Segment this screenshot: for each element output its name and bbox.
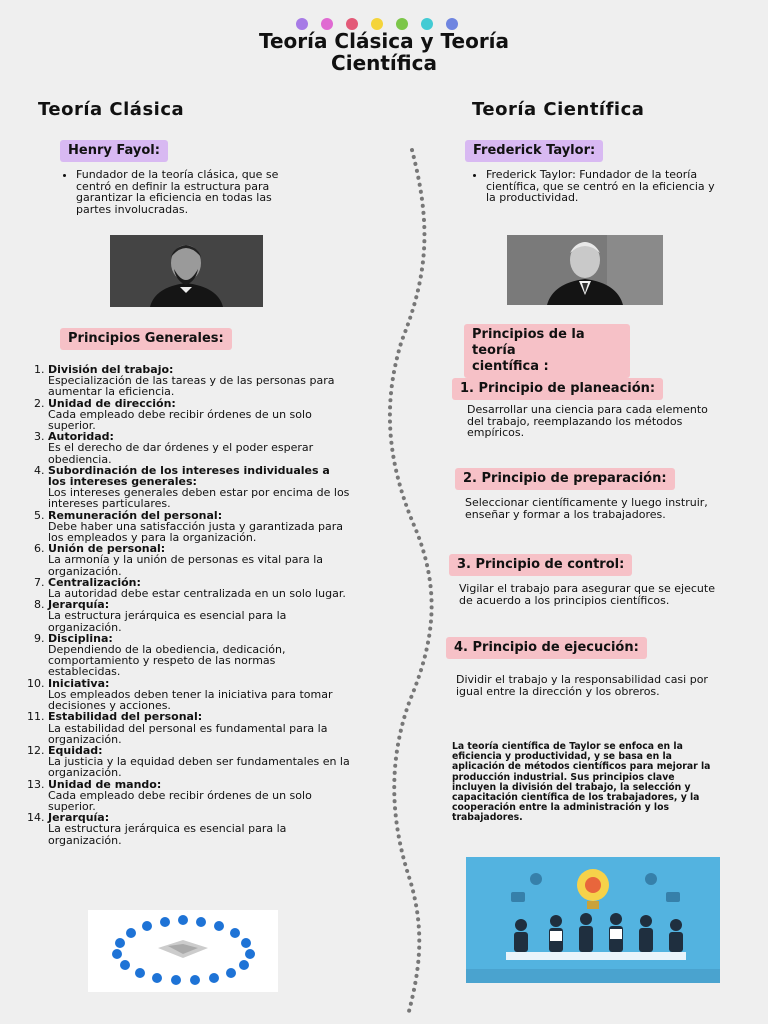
principle-title: 3. Autoridad: — [48, 430, 114, 444]
principle-title: 12. Equidad: — [48, 743, 103, 757]
wavy-divider — [380, 140, 450, 1020]
principle-title: 8. Jerarquía: — [48, 598, 110, 612]
frederick-taylor-label: Frederick Taylor: — [465, 140, 603, 162]
principle-title: 9. Disciplina: — [48, 631, 113, 645]
principle-desc: Cada empleado debe recibir órdenes de un solo superior. — [48, 407, 312, 433]
page-title-line1: Teoría Clásica y Teoría — [258, 29, 510, 53]
principio-preparacion-desc: Seleccionar científicamente y luego instruir, enseñar y formar a los trabajadores. — [465, 496, 708, 521]
principle-desc: Dependiendo de la obediencia, dedicación, comportamiento y respeto de las normas establecidas. — [48, 643, 286, 679]
principle-title: 13. Unidad de mando: — [48, 777, 162, 791]
principle-desc: La estabilidad del personal es fundamental para la organización. — [48, 721, 328, 746]
taylor-description-text: • Frederick Taylor: Fundador de la teoría científica, que se centró en la eficiencia y la productividad. — [486, 169, 720, 204]
left-heading: Teoría Clásica — [38, 99, 185, 120]
principle-item — [48, 599, 350, 633]
principle-title: 2. Unidad de dirección: — [48, 396, 176, 410]
principle-item — [48, 364, 350, 398]
principle-item — [48, 678, 350, 712]
henry-fayol-photo — [110, 235, 263, 307]
principle-title: 10. Iniciativa: — [48, 676, 110, 690]
principle-desc: La estructura jerárquica es esencial para la organización. — [48, 822, 287, 847]
principio-ejecucion-desc: Dividir el trabajo y la responsabilidad casi por igual entre la dirección y los obreros. — [456, 673, 708, 698]
principle-title: 5. Remuneración del personal: — [48, 508, 223, 522]
teamwork-image — [466, 857, 720, 983]
principio-ejecucion-label: 4. Principio de ejecución: — [446, 637, 647, 659]
principios-teoria-cientifica-label — [464, 324, 630, 378]
principio-planeacion-desc: Desarrollar una ciencia para cada elemento del trabajo, reemplazando los métodos empíricos. — [467, 403, 708, 439]
principle-item — [48, 431, 350, 465]
principio-planeacion-label: 1. Principio de planeación: — [452, 378, 663, 400]
principle-desc: La armonía y la unión de personas es vital para la organización. — [48, 553, 324, 578]
principle-title: 7. Centralización: — [48, 575, 141, 589]
right-heading: Teoría Científica — [472, 99, 645, 120]
principio-control-desc: Vigilar el trabajo para asegurar que se ejecute de acuerdo a los principios científicos. — [459, 582, 715, 607]
taylor-description — [470, 169, 720, 204]
principle-item — [48, 398, 350, 432]
principio-preparacion-label: 2. Principio de preparación: — [455, 468, 675, 490]
organization-circle-image — [88, 910, 278, 992]
principle-item — [48, 711, 350, 745]
page-title — [150, 30, 618, 74]
principle-item — [48, 465, 350, 510]
principle-desc: Los intereses generales deben estar por encima de los intereses particulares. — [48, 486, 350, 511]
principle-desc: Debe haber una satisfacción justa y garantizada para los empleados y para la organización. — [48, 519, 344, 545]
principle-desc: Especialización de las tareas y de las personas para aumentar la eficiencia. — [48, 374, 335, 399]
principle-desc: La justicia y la equidad deben ser fundamentales en la organización. — [48, 755, 350, 780]
principle-desc: La autoridad debe estar centralizada en un solo lugar. — [48, 587, 346, 601]
principle-title: 14. Jerarquía: — [48, 811, 110, 825]
page-title-line2: Científica — [331, 51, 437, 75]
principle-item — [48, 812, 350, 846]
principios-label-line1: Principios de la teoría — [472, 327, 585, 358]
principles-list — [30, 364, 350, 846]
principle-desc: Cada empleado debe recibir órdenes de un solo superior. — [48, 788, 312, 813]
frederick-taylor-photo — [507, 235, 663, 305]
henry-fayol-label: Henry Fayol: — [60, 140, 168, 162]
principle-item — [48, 543, 350, 577]
principle-title: 11. Estabilidad del personal: — [48, 710, 203, 724]
principle-item — [48, 510, 350, 544]
principle-desc: Los empleados deben tener la iniciativa para tomar decisiones y acciones. — [48, 687, 333, 713]
principle-title: 4. Subordinación de los intereses individuales a los intereses generales: — [48, 463, 330, 489]
principle-item — [48, 633, 350, 678]
summary-text: La teoría científica de Taylor se enfoca en la eficiencia y productividad, y se basa en la aplicación de métodos científicos para mejorar la producción industrial. Sus principios clave incluyen la división del trabajo, la selección y capacitación científica de los trabajadores, y la cooperación entre la administración y los trabajadores. — [452, 741, 711, 824]
principle-desc: La estructura jerárquica es esencial para la organización. — [48, 609, 287, 634]
fayol-description — [60, 169, 310, 215]
principios-label-line2: científica : — [472, 359, 549, 374]
principle-item — [48, 779, 350, 813]
principle-title: 1. División del trabajo: — [48, 363, 174, 376]
fayol-description-text: • Fundador de la teoría clásica, que se centró en definir la estructura para garantizar la eficiencia en todas las partes involucradas. — [76, 169, 310, 215]
principle-desc: Es el derecho de dar órdenes y el poder esperar obediencia. — [48, 441, 314, 466]
principios-generales-label: Principios Generales: — [60, 328, 232, 350]
principle-title: 6. Unión de personal: — [48, 542, 166, 556]
principle-item — [48, 577, 350, 599]
principle-item — [48, 745, 350, 779]
principio-control-label: 3. Principio de control: — [449, 554, 632, 576]
